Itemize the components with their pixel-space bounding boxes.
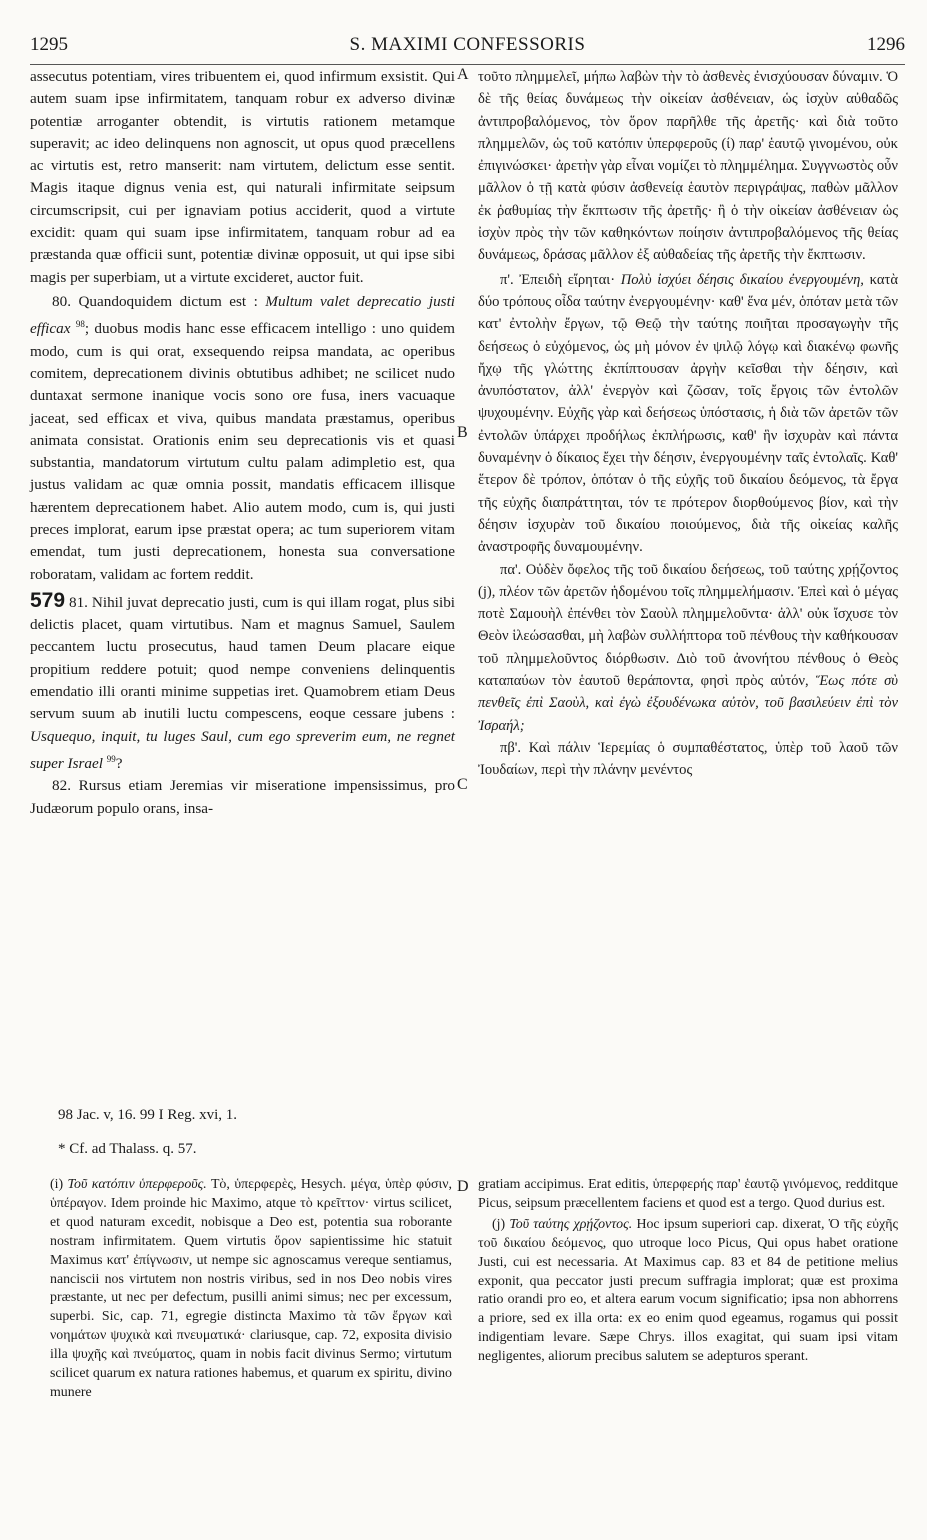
- scripture-footnotes: 98 Jac. v, 16. 99 I Reg. xvi, 1.: [58, 1107, 238, 1123]
- latin-column: [30, 66, 455, 820]
- note-text: Hoc ipsum superiori cap. dixerat, Ὁ τῆς εὐχῆς τοῦ δικαίου δεόμενος, quo utroque loco Picus, Qui opus habet oratione Justi, cui est necessaria. At Maximus cap. 83 et 84 de petitione melius exponit, qua peccator justi precum suffragia implorat; quæ est proxima ratio orandi pro eo, et altera earum vocum significatio; ipsa non abhorrens a priore, sed ex illa orta: ex eo enim quod egeamus, rogamus qui possit indigentiam levare. Sæpe Chrys. illos exagitat, qui suam ipsi vitam negligentes, aliorum precibus salutem se adepturos sperant.: [478, 1216, 898, 1365]
- latin-text: ; duobus modis hanc esse efficacem intelligo : uno quidem modo, cum is qui orat, exsequendo reipsa mandata, ac operibus comitem, deprecationem divinis obtutibus adhibet; ne scilicet nudo duntaxat sermone inanique vocis sono ore fusa, iners vacuaque jaceat, sed efficax et viva, quibus mandata præstamus, operibus animata consistat. Orationis enim seu deprecationis vis et quasi substantia, mandatorum virtutum cultu palam adimpletio est, qua justus validam ac quæ omnia possit, mandatis efficacem illisque hærentem deprecationem habet. Alio autem modo, cum is, qui justi preces implorat, earum ipse præstat opera; ac tum superiorem vitam emendat, tum justi deprecationem, honesta sua conversatione roboratam, validam ac fortem reddit.: [30, 320, 455, 583]
- greek-section-number-81: πα'.: [500, 561, 522, 578]
- note-lemma: Τοῦ ταύτης χρῄζοντος.: [509, 1216, 633, 1232]
- footnote-ref: 99: [106, 753, 116, 764]
- latin-section-number-80: 80.: [52, 292, 71, 310]
- greek-paragraph-81: [478, 559, 898, 737]
- editor-notes-right: [478, 1176, 898, 1367]
- running-header: [30, 30, 905, 65]
- margin-letter-d: D: [457, 1178, 469, 1195]
- greek-paragraph-82: [478, 737, 898, 782]
- note-lemma: Τοῦ κατόπιν ὑπερφεροῦς.: [67, 1177, 207, 1192]
- latin-scripture-quote: Multum valet deprecatio justi efficax: [30, 292, 456, 338]
- greek-text: Ἐπειδὴ εἴρηται·: [519, 271, 616, 288]
- latin-paragraph-82: [30, 775, 455, 820]
- latin-scripture-quote: Usquequo, inquit, tu luges Saul, cum ego spreverim eum, ne regnet super Israel: [30, 727, 455, 773]
- page-number-right: 1296: [867, 34, 905, 55]
- latin-section-number-82: 82.: [52, 777, 71, 795]
- greek-text: Καὶ πάλιν Ἱερεμίας ὁ συμπαθέστατος, ὑπὲρ τοῦ λαοῦ τῶν Ἰουδαίων, περὶ τὴν πλάνην μενέντος: [478, 739, 898, 779]
- note-label: (i): [50, 1177, 64, 1192]
- latin-paragraph-81: [30, 590, 455, 775]
- margin-letter-a: A: [457, 66, 469, 83]
- greek-column: [478, 66, 898, 782]
- latin-paragraph-79-continued: assecutus potentiam, vires tribuentem ei, quod infirmum exsistit. Qui autem suam ipse infirmitatem, tanquam robur ex adverso divinæ potentiæ arroganter obtendit, is virtutis rationem metamque superavit; ac ideo delinquens non agnoscit, ut opus quod præcellens ac virtutis est, retro manserit: nam virtutem, delictum esse sentit. Magis itaque dignus venia est, qui naturali infirmitate seipsum circumscripsit, cui per ignaviam potius acciderit, quod a virtute excidit: quam qui suam ipse infirmitatem, tanquam robur ad ea præstanda quæ officii sunt, potentiæ divinæ opposuit, ut qui ipse sibi magis per superbiam, ut a virtute excideret, auctor fuit.: [30, 68, 455, 286]
- greek-section-number-82: πβ'.: [500, 739, 522, 756]
- greek-scripture-quote: Πολὺ ἰσχύει δέησις δικαίου ἐνεργουμένη,: [620, 271, 864, 288]
- page-number-left: 1295: [30, 34, 68, 55]
- greek-paragraph-80: [478, 269, 898, 559]
- note-text: Τὸ, ὑπερφερὲς, Hesych. μέγα, ὑπὲρ φύσιν, ὑπέραγον. Idem proinde hic Maximo, atque τὸ κρεῖττον· virtus scilicet, et quod naturam excedit, nobisque a Deo est, potentia sua roborante nostram infirmitatem. Quem virtutis ὅρον sapientissime hic statuit Maximus κατ' ἐπίγνωσιν, ut nempe sic agnoscamus vereque sentiamus, nanciscii nos virtutem non nostris viribus, sed in nos Deo nobis vires præstante, ut nec per defectum, pusilli animi simus; nec per excessum, superbi. Sic, cap. 71, egregie distincta Maximo τὰ τῶν ἔργων καὶ νοημάτων ψυχικὰ καὶ πνευματικά· clariusque, cap. 72, exposita divisio illa ψυχῆς καὶ πνεύματος, quam in nobis facit divinus Sermo; virtutum scilicet quarum ex natura rationes habemus, et quarum ex spiritu, divino munere: [50, 1177, 452, 1400]
- greek-paragraph-79-continued: τοῦτο πλημμελεῖ, μήπω λαβὼν τὴν τὸ ἀσθενὲς ἐνισχύουσαν δύναμιν. Ὁ δὲ τῆς θείας δυνάμεως τὴν οἰκείαν ἀσθένειαν, ὡς ἰσχὺν αὐθαδῶς ἀντιπροβαλόμενος, τὸν ὅρον παρῆλθε τῆς ἀρετῆς· καὶ διὰ τοῦτο πλημμελῶν, ὡς τοῦ κατόπιν ὑπερφεροῦς (ί) παρ' ἑαυτῷ γινομένου, οὐκ ἐπιγινώσκει· ἀρετὴν γὰρ εἶναι νομίζει τὸ πλημμέλημα. Συγγνωστὸς οὖν μᾶλλον ὁ τῇ κατὰ φύσιν ἀσθενείᾳ ἑαυτὸν περιγράψας, παθὼν μᾶλλον ἐκ ῥαθυμίας τὴν ἔκπτωσιν τῆς ἀρετῆς· ἢ ὁ τὴν οἰκείαν ἀσθένειαν ὡς ἰσχὺν πρὸς τὴν τῶν καθηκόντων ποίησιν ἀντιπροβαλόμενος τῆς θείας δυνάμεως, δράσας μᾶλλον ἐξ αὐθαδείας τῆς ἀρετῆς τὴν ἔκπτωσιν.: [478, 69, 898, 264]
- latin-text: Quandoquidem dictum est :: [78, 292, 258, 310]
- latin-text: Rursus etiam Jeremias vir miseratione impensissimus, pro Judæorum populo orans, insa-: [30, 777, 456, 817]
- greek-section-number-80: π'.: [500, 271, 514, 288]
- editor-notes-left: [50, 1176, 452, 1403]
- column-number-579: 579: [30, 588, 66, 612]
- running-title: S. MAXIMI CONFESSORIS: [349, 34, 586, 55]
- latin-section-number-81: 81.: [68, 593, 88, 611]
- latin-text: ?: [115, 755, 123, 773]
- note-i-continued: gratiam accipimus. Erat editis, ὑπερφερής παρ' ἑαυτῷ γινόμενος, redditque Picus, seipsum præcellentem faciens et quod est a tergo. Quod durius est.: [478, 1177, 898, 1211]
- latin-paragraph-80: [30, 291, 455, 586]
- note-i: [50, 1176, 452, 1403]
- margin-letter-c: C: [457, 776, 468, 793]
- cross-reference-note: * Cf. ad Thalass. q. 57.: [58, 1141, 197, 1157]
- footnote-ref: 98: [75, 319, 85, 330]
- note-j: [478, 1216, 898, 1367]
- margin-letter-b: B: [457, 424, 468, 441]
- greek-scripture-quote: Ἕως πότε σὺ πενθεῖς ἐπὶ Σαοὺλ, καὶ ἐγὼ ἐξουδένωκα αὐτὸν, τοῦ βασιλεύειν ἐπὶ τὸν Ἰσραήλ;: [478, 673, 898, 734]
- latin-text: Nihil juvat deprecatio justi, cum is qui illam rogat, plus sibi delictis placet, quam virtutibus. Nam et magnus Samuel, Saulem peccantem luctu prosecutus, haud tamen Deum placare eique propitium reddere potuit; quod nempe conveniens delinquentis emendatio illi oranti minime suppetias iret. Quamobrem etiam Deus servum suum ab inutili luctu compescens, eoque cessare jubens :: [30, 593, 456, 723]
- greek-text: Οὐδὲν ὄφελος τῆς τοῦ δικαίου δεήσεως, τοῦ ταύτης χρῄζοντος (j), πλέον τῶν ἀρετῶν ἡδομένου τοῖς πλημμελήμασιν. Ἐπεὶ καὶ ὁ μέγας ποτὲ Σαμουὴλ ἐπένθει τὸν Σαοὺλ πλημμελοῦντα· ἀλλ' οὐκ ἴσχυσε τὸν Θεὸν ἱλεώσασθαι, μὴ λαβὼν συλλήπτορα τοῦ πένθους τὴν καθήκουσαν τοῦ πλημμελοῦντος διόρθωσιν. Διὸ τοῦ ἀνονήτου πένθους ὁ Θεὸς καταπαύων τὸν ἑαυτοῦ θεράποντα, φησὶ πρὸς αὐτόν,: [478, 561, 898, 690]
- greek-text: κατὰ δύο τρόπους οἶδα ταύτην ἐνεργουμένην· καθ' ἕνα μέν, ὁπόταν μετὰ τῶν κατ' ἐντολὴν ἔργων, τῷ Θεῷ τὴν ταύτης ποιῆται προσαγωγὴν τῆς δεήσεως ὁ εὐχόμενος, ὡς μὴ μόνον ἐν ψιλῷ λόγῳ καὶ διακένῳ φωνῆς ἤχῳ τῆς γλώττης ἐκπίπτουσαν ἀργὴν κεῖσθαι τὴν δέησιν, καὶ ἀνυπόστατον, ἀλλ' ἐνεργὸν καὶ ζῶσαν, τοῖς ἔργοις τῶν ἐντολῶν ψυχουμένην. Εὐχῆς γὰρ καὶ δεήσεως ὑπόστασις, ἡ διὰ τῶν ἀρετῶν τῶν ἐντολῶν ὑπάρχει προδήλως ἐκπλήρωσις, καθ' ἣν ἰσχυρὰν καὶ πάντα δυναμένην ὁ δίκαιος ἔχει τὴν δέησιν, ἐνεργουμένην ταῖς ἐντολαῖς. Καθ' ἕτερον δὲ τρόπον, ὁπόταν ὁ τῆς εὐχῆς τοῦ δικαίου δεόμενος, τὰ ἔργα τῆς εὐχῆς διαπράττηται, τόν τε πρότερον διορθούμενος βίον, καὶ τὴν δέησιν ἰσχυρὰν τοῦ δικαίου ποιούμενος, διὰ τῆς οἰκείας καλῆς ἀναστροφῆς δυναμουμένην.: [478, 271, 898, 556]
- note-label: (j): [492, 1216, 506, 1232]
